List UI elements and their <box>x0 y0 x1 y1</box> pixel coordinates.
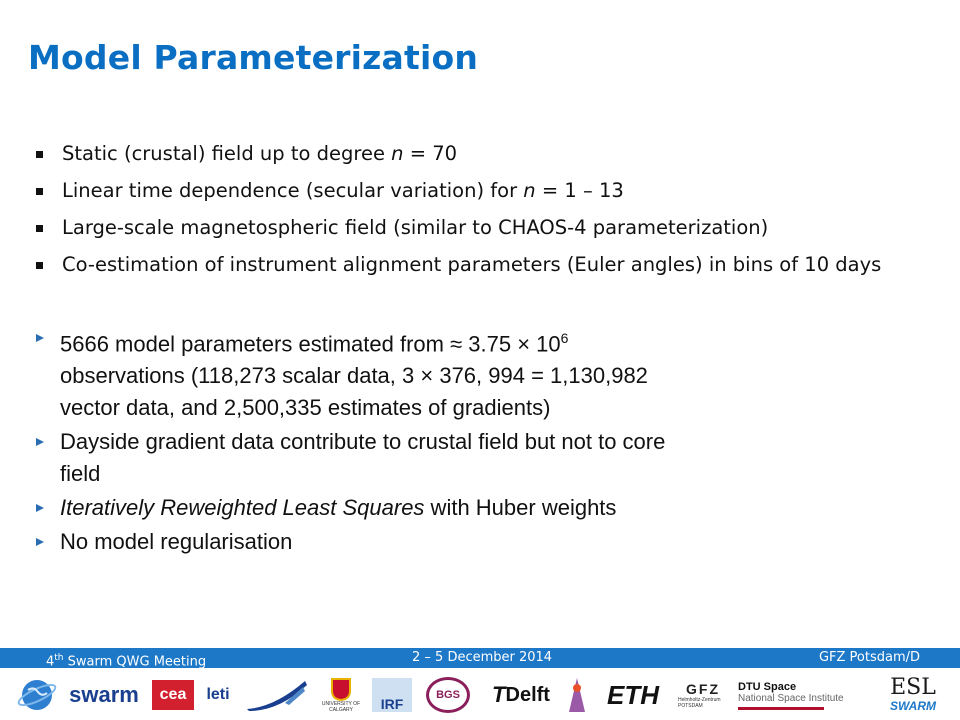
square-bullet-list <box>36 140 936 288</box>
triangle-bullet-icon <box>36 334 44 342</box>
wing-logo-icon <box>244 676 310 714</box>
gfz-logo: GFZ Helmholtz-Zentrum POTSDAM <box>678 681 721 709</box>
bgs-logo: BGS <box>426 676 470 714</box>
square-bullet-icon <box>36 188 43 195</box>
partner-logo-strip <box>0 668 960 720</box>
bullet-item: Iteratively Reweighted Least Squares with Huber weights <box>36 492 856 524</box>
square-bullet-icon <box>36 262 43 269</box>
square-bullet-icon <box>36 151 43 158</box>
swarm-logo: swarm <box>69 682 139 707</box>
triangle-bullet-icon <box>36 504 44 512</box>
esl-logo: ESL SWARM <box>890 675 936 713</box>
triangle-bullet-list <box>36 322 856 560</box>
ipgp-logo-icon <box>566 676 588 714</box>
square-bullet-icon <box>36 225 43 232</box>
footer-meeting: 4th Swarm QWG Meeting <box>46 653 207 670</box>
bullet-item: 5666 model parameters estimated from ≈ $3.75 \times 10^6$ observations (118,273 scalar data, 3 × 376, 994 = 1,130,982 vector data, and 2,500,335 estimates of gradients) <box>36 322 856 424</box>
slide-title: Model Parameterization <box>28 38 479 77</box>
dtu-logo: DTU Space National Space Institute <box>738 676 862 714</box>
bullet-item: Linear time dependence (secular variation) for n = 1 – 13 <box>36 177 936 204</box>
footer-location: GFZ Potsdam/D <box>818 650 920 665</box>
bullet-item: Large-scale magnetospheric field (similar to CHAOS-4 parameterization) <box>36 214 936 241</box>
irf-logo: IRF <box>370 676 414 714</box>
globe-logo-icon <box>14 676 60 714</box>
triangle-bullet-icon <box>36 438 44 446</box>
cea-logo: cea <box>150 676 196 714</box>
calgary-logo: UNIVERSITY OF CALGARY <box>318 676 364 714</box>
bullet-item: Dayside gradient data contribute to crustal field but not to core field <box>36 426 856 490</box>
footer-dates: 2 – 5 December 2014 <box>412 650 553 665</box>
eth-logo: ETH <box>607 679 659 710</box>
tudelft-logo: T Delft <box>492 682 550 707</box>
bullet-item: Co-estimation of instrument alignment parameters (Euler angles) in bins of 10 days <box>36 251 936 278</box>
bullet-item: No model regularisation <box>36 526 856 558</box>
leti-logo: leti <box>206 686 230 703</box>
footer-bar <box>0 648 960 668</box>
bullet-item: Static (crustal) field up to degree n = 70 <box>36 140 936 167</box>
triangle-bullet-icon <box>36 538 44 546</box>
